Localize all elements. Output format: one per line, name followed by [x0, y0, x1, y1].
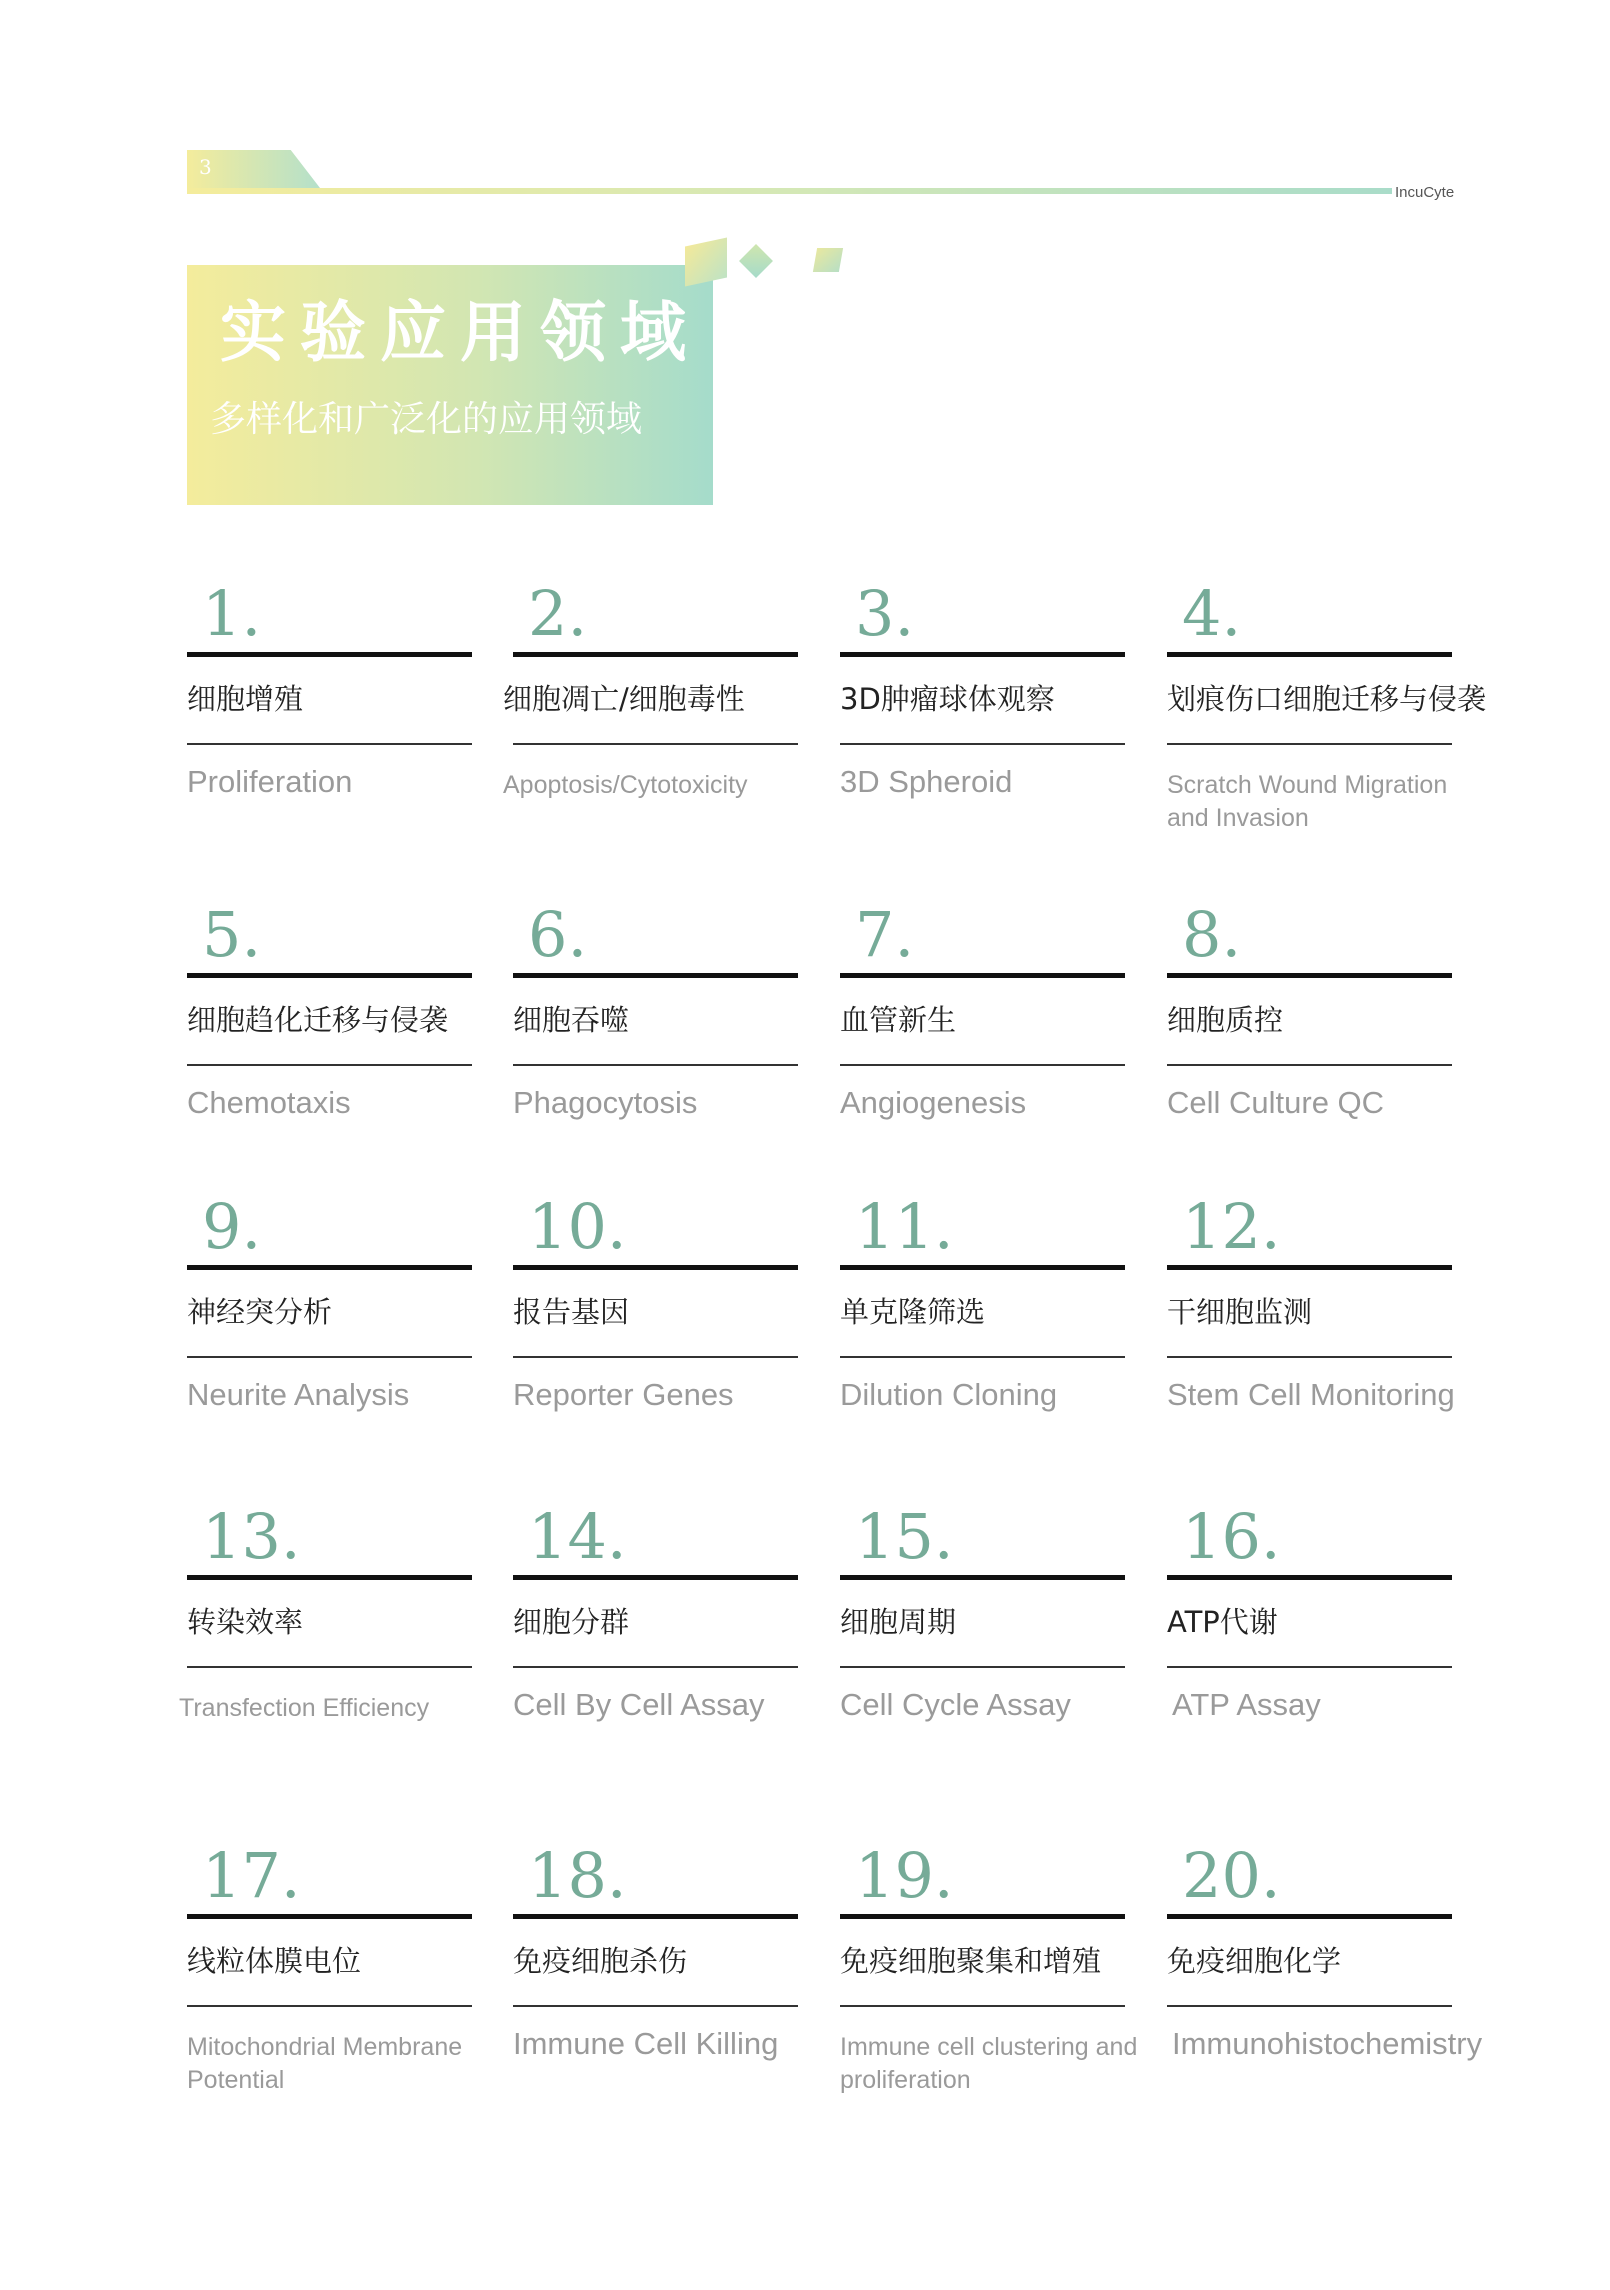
application-number: 3.: [855, 577, 915, 650]
application-title-en: Phagocytosis: [513, 1085, 698, 1120]
application-title-cn: 免疫细胞化学: [1167, 1944, 1342, 1978]
page-title: 实验应用领域: [220, 294, 700, 371]
application-title-cn: 线粒体膜电位: [187, 1944, 362, 1978]
application-number: 18.: [528, 1839, 627, 1912]
application-title-cn: 细胞增殖: [187, 682, 304, 716]
divider: [187, 1666, 472, 1668]
decorative-shape: [813, 248, 843, 272]
divider: [1167, 1666, 1452, 1668]
application-title-cn: 转染效率: [187, 1605, 304, 1639]
application-title-en: Dilution Cloning: [840, 1377, 1058, 1412]
divider: [1167, 2005, 1452, 2007]
divider: [513, 743, 798, 745]
application-number: 4.: [1182, 577, 1242, 650]
application-title-cn: 免疫细胞聚集和增殖: [840, 1944, 1102, 1978]
application-title-en: Cell Culture QC: [1167, 1085, 1385, 1120]
divider: [513, 1575, 798, 1580]
decorative-shape: [685, 238, 727, 287]
application-title-cn: 3D肿瘤球体观察: [840, 682, 1055, 716]
divider: [840, 652, 1125, 657]
divider: [187, 1356, 472, 1358]
divider: [187, 652, 472, 657]
application-title-cn: 细胞趋化迁移与侵袭: [187, 1003, 449, 1037]
divider: [840, 1666, 1125, 1668]
application-title-en: Angiogenesis: [840, 1085, 1027, 1120]
divider: [1167, 1914, 1452, 1919]
application-number: 9.: [202, 1190, 262, 1263]
divider: [840, 1575, 1125, 1580]
divider: [513, 1666, 798, 1668]
application-title-cn: 报告基因: [513, 1295, 630, 1329]
divider: [513, 1064, 798, 1066]
application-title-cn: 免疫细胞杀伤: [513, 1944, 688, 1978]
page-number: 3: [199, 155, 212, 179]
divider: [1167, 1356, 1452, 1358]
divider: [1167, 652, 1452, 657]
application-title-cn: 单克隆筛选: [840, 1295, 986, 1329]
application-title-en: Proliferation: [187, 764, 353, 799]
divider: [840, 1914, 1125, 1919]
application-number: 14.: [528, 1500, 627, 1573]
application-title-cn: 细胞分群: [513, 1605, 630, 1639]
divider: [187, 1064, 472, 1066]
application-title-en: Stem Cell Monitoring: [1167, 1377, 1455, 1412]
page-subtitle: 多样化和广泛化的应用领域: [210, 399, 643, 440]
divider: [1167, 1265, 1452, 1270]
application-title-en: Cell Cycle Assay: [840, 1687, 1071, 1722]
application-number: 7.: [855, 898, 915, 971]
application-title-cn: 划痕伤口细胞迁移与侵袭: [1167, 682, 1487, 716]
application-number: 11.: [855, 1190, 954, 1263]
application-number: 16.: [1182, 1500, 1281, 1573]
application-title-en: Scratch Wound Migration and Invasion: [1167, 771, 1448, 832]
application-number: 8.: [1182, 898, 1242, 971]
decorative-shape: [739, 244, 773, 278]
divider: [187, 743, 472, 745]
application-title-en: Immunohistochemistry: [1172, 2026, 1483, 2061]
application-title-cn: 细胞凋亡/细胞毒性: [503, 682, 745, 716]
divider: [513, 973, 798, 978]
application-number: 2.: [528, 577, 588, 650]
divider: [187, 2005, 472, 2007]
divider: [1167, 1064, 1452, 1066]
divider: [1167, 973, 1452, 978]
application-title-en: Apoptosis/Cytotoxicity: [503, 771, 748, 799]
divider: [1167, 1575, 1452, 1580]
application-title-cn: 细胞质控: [1167, 1003, 1284, 1037]
divider: [187, 1914, 472, 1919]
application-title-cn: ATP代谢: [1167, 1605, 1278, 1639]
brand-label: IncuCyte: [1395, 184, 1455, 201]
application-number: 12.: [1182, 1190, 1281, 1263]
divider: [513, 2005, 798, 2007]
application-title-en: Immune cell clustering and proliferation: [840, 2033, 1138, 2094]
divider: [840, 973, 1125, 978]
application-title-en: Chemotaxis: [187, 1085, 351, 1120]
application-title-en: Reporter Genes: [513, 1377, 734, 1412]
divider: [840, 743, 1125, 745]
application-number: 1.: [202, 577, 262, 650]
divider: [187, 1575, 472, 1580]
divider: [513, 1265, 798, 1270]
divider: [840, 1064, 1125, 1066]
application-title-en: 3D Spheroid: [840, 764, 1013, 799]
application-title-en: Neurite Analysis: [187, 1377, 410, 1412]
application-title-cn: 干细胞监测: [1167, 1295, 1313, 1329]
divider: [513, 1914, 798, 1919]
divider: [513, 1356, 798, 1358]
divider: [513, 652, 798, 657]
application-number: 17.: [202, 1839, 301, 1912]
header-rule: [187, 188, 1392, 194]
application-title-en: Transfection Efficiency: [179, 1694, 430, 1722]
application-title-cn: 血管新生: [840, 1003, 957, 1037]
application-title-en: Immune Cell Killing: [513, 2026, 779, 2061]
application-number: 13.: [202, 1500, 301, 1573]
application-number: 5.: [202, 898, 262, 971]
divider: [840, 1356, 1125, 1358]
application-title-cn: 神经突分析: [187, 1295, 333, 1329]
divider: [840, 2005, 1125, 2007]
application-title-en: Mitochondrial Membrane Potential: [187, 2033, 463, 2094]
divider: [187, 973, 472, 978]
application-number: 19.: [855, 1839, 954, 1912]
divider: [1167, 743, 1452, 745]
application-number: 15.: [855, 1500, 954, 1573]
divider: [187, 1265, 472, 1270]
application-number: 20.: [1182, 1839, 1281, 1912]
application-title-en: Cell By Cell Assay: [513, 1687, 765, 1722]
application-number: 10.: [528, 1190, 627, 1263]
application-title-en: ATP Assay: [1172, 1687, 1321, 1722]
application-title-cn: 细胞周期: [840, 1605, 957, 1639]
application-number: 6.: [528, 898, 588, 971]
divider: [840, 1265, 1125, 1270]
application-title-cn: 细胞吞噬: [513, 1003, 630, 1037]
